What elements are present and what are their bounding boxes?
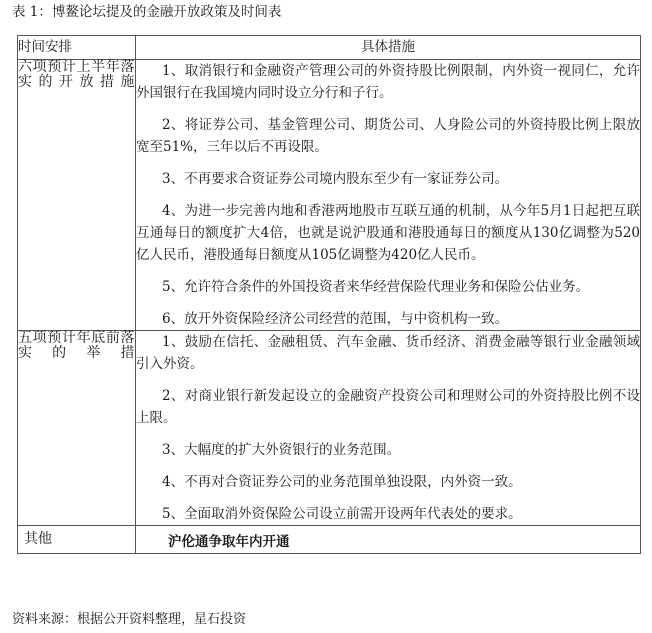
table-row (18, 60, 641, 331)
table-row (18, 526, 641, 554)
measure-item: 4、为进一步完善内地和香港两地股市互联互通的机制，从今年5月1日起把互联互通每日的额度扩大4倍，也就是说沪股通和港股通每日的额度从130亿调整为520亿人民币，港股通每日额度从105亿调整为420亿人民币。 (136, 203, 640, 263)
measures-cell (136, 331, 641, 526)
measure-item: 4、不再对合资证券公司的业务范围单独设限，内外资一致。 (162, 474, 522, 490)
measure-item: 1、取消银行和金融资产管理公司的外资持股比例限制，内外资一视同仁，允许外国银行在我国境内同时设立分行和子行。 (136, 63, 640, 101)
table-caption: 表 1：博鳌论坛提及的金融开放政策及时间表 (12, 4, 282, 20)
source-note: 资料来源：根据公开资料整理，星石投资 (12, 612, 247, 627)
measure-item: 2、对商业银行新发起设立的金融资产投资公司和理财公司的外资持股比例不设上限。 (136, 388, 640, 426)
measure-item: 5、允许符合条件的外国投资者来华经营保险代理业务和保险公估业务。 (162, 279, 590, 295)
measure-item: 5、全面取消外资保险公司设立前需开设两年代表处的要求。 (162, 506, 522, 522)
table-header-row (18, 36, 641, 60)
header-timing: 时间安排 (18, 36, 136, 60)
policy-table (17, 35, 641, 554)
table-row (18, 331, 641, 526)
timing-cell: 其他 (18, 526, 136, 554)
measure-item: 1、鼓励在信托、金融租赁、汽车金融、货币经济、消费金融等银行业金融领域引入外资。 (136, 334, 640, 372)
measures-cell: 沪伦通争取年内开通 (136, 526, 641, 554)
measure-item: 3、大幅度的扩大外资银行的业务范围。 (162, 442, 401, 458)
measure-item: 3、不再要求合资证券公司境内股东至少有一家证券公司。 (162, 171, 509, 187)
header-measures: 具体措施 (136, 36, 641, 60)
timing-cell: 五项预计年底前落实的举措 (18, 331, 136, 526)
timing-cell: 六项预计上半年落实的开放措施 (18, 60, 136, 331)
measure-item: 6、放开外资保险经济公司经营的范围，与中资机构一致。 (162, 311, 509, 327)
measure-item: 2、将证券公司、基金管理公司、期货公司、人身险公司的外资持股比例上限放宽至51%，三年以后不再设限。 (136, 117, 640, 155)
measures-cell (136, 60, 641, 331)
